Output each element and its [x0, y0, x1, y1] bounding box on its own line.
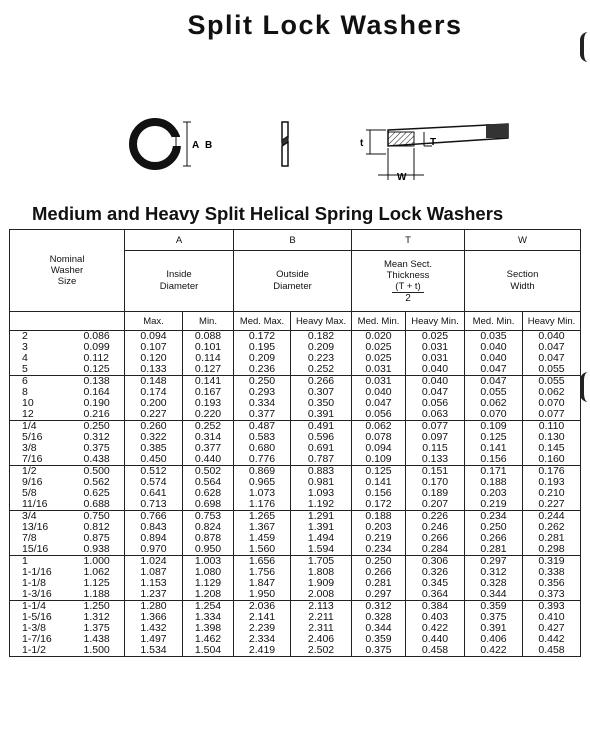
w-med-min-header: Med. Min.	[465, 312, 523, 331]
nominal-decimal-cell: 0.750 0.812 0.875 0.938	[80, 511, 125, 556]
mean-thickness-header	[352, 251, 465, 312]
t-heavy-cell: 0.077 0.097 0.115 0.133	[406, 421, 465, 466]
a-max-cell: 0.094 0.107 0.120 0.133	[125, 331, 183, 376]
a-max-cell: 1.024 1.087 1.153 1.237	[125, 556, 183, 601]
dim-b-label: B	[205, 140, 213, 151]
outside-diameter-header: Outside Diameter	[234, 251, 352, 312]
table-row-group	[10, 466, 581, 511]
b-med-cell: 0.172 0.195 0.209 0.236	[234, 331, 291, 376]
dim-t-big-label: T	[430, 137, 437, 148]
w-heavy-min-header: Heavy Min.	[523, 312, 581, 331]
t-heavy-cell: 0.226 0.246 0.266 0.284	[406, 511, 465, 556]
t-med-cell: 0.250 0.266 0.281 0.297	[352, 556, 406, 601]
nominal-sub-blank	[10, 312, 125, 331]
t-med-cell: 0.031 0.040 0.047 0.056	[352, 376, 406, 421]
nominal-decimal-cell: 0.086 0.099 0.112 0.125	[80, 331, 125, 376]
section-width-header: Section Width	[465, 251, 581, 312]
dim-a-label: A	[192, 140, 200, 151]
t-heavy-cell: 0.025 0.031 0.031 0.040	[406, 331, 465, 376]
b-heavy-cell: 1.291 1.391 1.494 1.594	[291, 511, 352, 556]
nominal-size-header: Nominal Washer Size	[10, 230, 125, 312]
a-max-cell: 0.260 0.322 0.385 0.450	[125, 421, 183, 466]
formula-numerator: (T + t)	[392, 281, 423, 293]
w-med-cell: 0.035 0.040 0.040 0.047	[465, 331, 523, 376]
washer-top-view-figure	[128, 118, 223, 170]
t-med-cell: 0.125 0.141 0.156 0.172	[352, 466, 406, 511]
a-max-cell: 1.280 1.366 1.432 1.497 1.534	[125, 601, 183, 657]
a-max-cell: 0.148 0.174 0.200 0.227	[125, 376, 183, 421]
a-max-cell: 0.766 0.843 0.894 0.970	[125, 511, 183, 556]
washer-side-view-figure	[274, 118, 296, 170]
a-min-cell: 0.088 0.101 0.114 0.127	[183, 331, 234, 376]
w-heavy-cell: 0.040 0.047 0.047 0.055	[523, 331, 581, 376]
t-med-cell: 0.312 0.328 0.344 0.359 0.375	[352, 601, 406, 657]
nominal-size-cell: 1-1/4 1-5/16 1-3/8 1-7/16 1-1/2	[10, 601, 80, 657]
nominal-size-cell: 2 3 4 5	[10, 331, 80, 376]
nominal-size-cell: 1 1-1/16 1-1/8 1-3/16	[10, 556, 80, 601]
t-med-cell: 0.062 0.078 0.094 0.109	[352, 421, 406, 466]
a-max-cell: 0.512 0.574 0.641 0.713	[125, 466, 183, 511]
w-heavy-cell: 0.319 0.338 0.356 0.373	[523, 556, 581, 601]
washer-section-figure	[358, 118, 518, 188]
inside-diameter-header: Inside Diameter	[125, 251, 234, 312]
w-heavy-cell: 0.110 0.130 0.145 0.160	[523, 421, 581, 466]
b-heavy-max-header: Heavy Max.	[291, 312, 352, 331]
b-med-cell: 0.487 0.583 0.680 0.776	[234, 421, 291, 466]
nominal-decimal-cell: 0.250 0.312 0.375 0.438	[80, 421, 125, 466]
table-title: Medium and Heavy Split Helical Spring Lock Washers	[32, 203, 504, 224]
t-med-min-header: Med. Min.	[352, 312, 406, 331]
mean-thickness-formula	[392, 281, 423, 304]
table-row-group	[10, 331, 581, 376]
page-title: Split Lock Washers	[187, 10, 463, 40]
b-med-cell: 1.265 1.367 1.459 1.560	[234, 511, 291, 556]
a-min-cell: 1.254 1.334 1.398 1.462 1.504	[183, 601, 234, 657]
b-heavy-cell: 0.491 0.596 0.691 0.787	[291, 421, 352, 466]
w-med-cell: 0.171 0.188 0.203 0.219	[465, 466, 523, 511]
b-med-cell: 0.869 0.965 1.073 1.176	[234, 466, 291, 511]
nominal-size-cell: 3/4 13/16 7/8 15/16	[10, 511, 80, 556]
nominal-decimal-cell: 1.250 1.312 1.375 1.438 1.500	[80, 601, 125, 657]
b-med-cell: 1.656 1.756 1.847 1.950	[234, 556, 291, 601]
a-min-cell: 0.502 0.564 0.628 0.698	[183, 466, 234, 511]
b-med-max-header: Med. Max.	[234, 312, 291, 331]
t-heavy-min-header: Heavy Min.	[406, 312, 465, 331]
binder-hole-mark-bottom	[580, 372, 590, 402]
nominal-size-cell: 6 8 10 12	[10, 376, 80, 421]
w-med-cell: 0.297 0.312 0.328 0.344	[465, 556, 523, 601]
a-min-cell: 0.252 0.314 0.377 0.440	[183, 421, 234, 466]
t-heavy-cell: 0.040 0.047 0.056 0.063	[406, 376, 465, 421]
formula-denominator: 2	[405, 292, 411, 304]
w-heavy-cell: 0.055 0.062 0.070 0.077	[523, 376, 581, 421]
column-w-header: W	[465, 230, 581, 251]
t-med-cell: 0.188 0.203 0.219 0.234	[352, 511, 406, 556]
table-row-group	[10, 556, 581, 601]
a-max-header: Max.	[125, 312, 183, 331]
w-heavy-cell: 0.176 0.193 0.210 0.227	[523, 466, 581, 511]
nominal-decimal-cell: 1.000 1.062 1.125 1.188	[80, 556, 125, 601]
table-row-group	[10, 376, 581, 421]
washer-spec-table	[9, 229, 581, 657]
a-min-cell: 1.003 1.080 1.129 1.208	[183, 556, 234, 601]
w-med-cell: 0.234 0.250 0.266 0.281	[465, 511, 523, 556]
binder-hole-mark-top	[580, 32, 590, 62]
t-med-cell: 0.020 0.025 0.025 0.031	[352, 331, 406, 376]
nominal-size-cell: 1/2 9/16 5/8 11/16	[10, 466, 80, 511]
t-heavy-cell: 0.151 0.170 0.189 0.207	[406, 466, 465, 511]
b-heavy-cell: 2.113 2.211 2.311 2.406 2.502	[291, 601, 352, 657]
w-med-cell: 0.047 0.055 0.062 0.070	[465, 376, 523, 421]
mean-thickness-label: Mean Sect. Thickness	[383, 258, 433, 281]
column-a-header: A	[125, 230, 234, 251]
nominal-decimal-cell: 0.500 0.562 0.625 0.688	[80, 466, 125, 511]
w-med-cell: 0.359 0.375 0.391 0.406 0.422	[465, 601, 523, 657]
nominal-size-cell: 1/4 5/16 3/8 7/16	[10, 421, 80, 466]
a-min-cell: 0.141 0.167 0.193 0.220	[183, 376, 234, 421]
b-med-cell: 2.036 2.141 2.239 2.334 2.419	[234, 601, 291, 657]
w-heavy-cell: 0.393 0.410 0.427 0.442 0.458	[523, 601, 581, 657]
b-med-cell: 0.250 0.293 0.334 0.377	[234, 376, 291, 421]
t-heavy-cell: 0.384 0.403 0.422 0.440 0.458	[406, 601, 465, 657]
table-row-group	[10, 601, 581, 657]
b-heavy-cell: 0.182 0.209 0.223 0.252	[291, 331, 352, 376]
nominal-decimal-cell: 0.138 0.164 0.190 0.216	[80, 376, 125, 421]
column-t-header: T	[352, 230, 465, 251]
t-heavy-cell: 0.306 0.326 0.345 0.364	[406, 556, 465, 601]
a-min-cell: 0.753 0.824 0.878 0.950	[183, 511, 234, 556]
column-b-header: B	[234, 230, 352, 251]
a-min-header: Min.	[183, 312, 234, 331]
table-row-group	[10, 511, 581, 556]
b-heavy-cell: 0.266 0.307 0.350 0.391	[291, 376, 352, 421]
b-heavy-cell: 1.705 1.808 1.909 2.008	[291, 556, 352, 601]
b-heavy-cell: 0.883 0.981 1.093 1.192	[291, 466, 352, 511]
dim-w-label: W	[397, 172, 407, 183]
table-row-group	[10, 421, 581, 466]
w-heavy-cell: 0.244 0.262 0.281 0.298	[523, 511, 581, 556]
w-med-cell: 0.109 0.125 0.141 0.156	[465, 421, 523, 466]
dim-t-small-label: t	[360, 138, 364, 149]
